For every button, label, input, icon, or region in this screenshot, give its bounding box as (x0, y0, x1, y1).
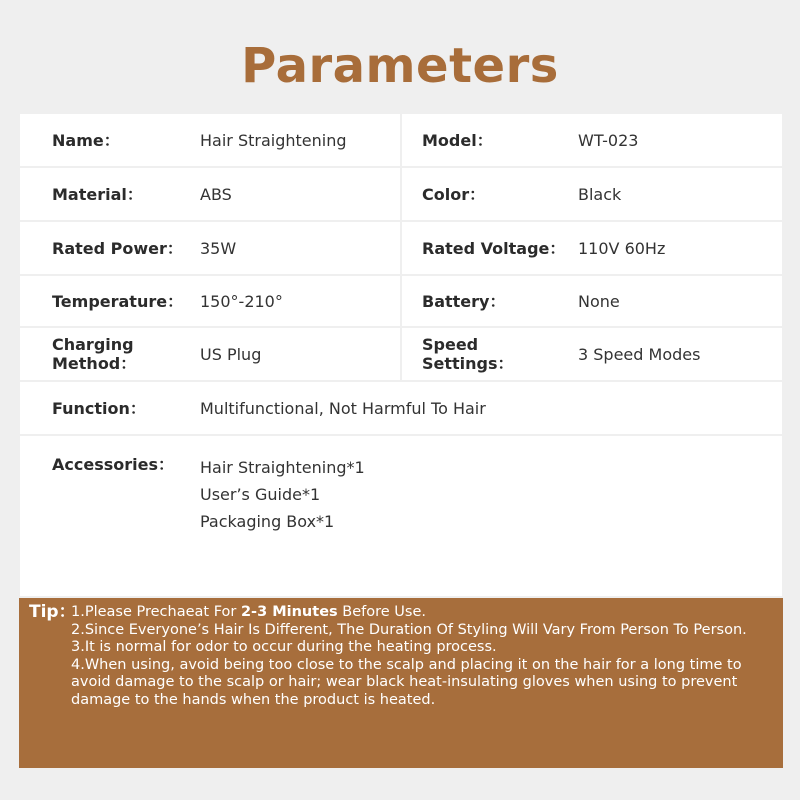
name-value: Hair Straightening (200, 130, 347, 150)
function-label: Function： (52, 398, 146, 418)
charging-method-label (52, 335, 136, 373)
table-cell (402, 114, 782, 166)
table-row (20, 276, 782, 326)
label-line: Speed (422, 335, 479, 354)
tip-label: Tip： (29, 602, 76, 622)
model-label: Model： (422, 130, 493, 150)
rated-power-label: Rated Power： (52, 238, 183, 258)
tip-line-1 (71, 604, 761, 622)
charging-method-value: US Plug (200, 344, 262, 364)
table-row (20, 436, 782, 596)
list-item: Packaging Box*1 (200, 512, 335, 531)
model-value: WT-023 (578, 130, 639, 150)
table-cell (20, 222, 400, 274)
speed-settings-label (422, 335, 514, 373)
temperature-value: 150°-210° (200, 291, 283, 311)
table-cell (402, 222, 782, 274)
temperature-label: Temperature： (52, 291, 184, 311)
accessories-list (200, 454, 365, 535)
label-line: Settings： (422, 354, 514, 373)
tip-text: Before Use. (337, 604, 426, 620)
table-row (20, 114, 782, 166)
tip-box (19, 598, 783, 768)
rated-voltage-label: Rated Voltage： (422, 238, 566, 258)
color-label: Color： (422, 184, 486, 204)
table-cell (20, 168, 400, 220)
name-label: Name： (52, 130, 120, 150)
table-row (20, 382, 782, 434)
battery-label: Battery： (422, 291, 506, 311)
table-cell (20, 114, 400, 166)
tip-text: 1.Please Prechaeat For (71, 604, 241, 620)
tip-line-4: 4.When using, avoid being too close to the scalp and placing it on the hair for a long time to avoid damage to the scalp or hair; wear black heat-insulating gloves when using to prevent damage to the hands when the product is heated. (71, 656, 742, 708)
tip-list (71, 604, 761, 710)
table-row (20, 328, 782, 380)
list-item: Hair Straightening*1 (200, 458, 365, 477)
material-label: Material： (52, 184, 143, 204)
color-value: Black (578, 184, 622, 204)
speed-settings-value: 3 Speed Modes (578, 344, 701, 364)
table-row (20, 222, 782, 274)
page-title: Parameters (241, 38, 559, 94)
table-cell (402, 168, 782, 220)
list-item: User’s Guide*1 (200, 485, 321, 504)
table-cell (402, 276, 782, 326)
battery-value: None (578, 291, 620, 311)
label-line: Charging (52, 335, 134, 354)
table-row (20, 168, 782, 220)
function-value: Multifunctional, Not Harmful To Hair (200, 398, 486, 418)
table-cell (20, 328, 400, 380)
table-cell (20, 276, 400, 326)
accessories-label: Accessories： (52, 455, 174, 474)
table-cell (402, 328, 782, 380)
tip-line-2: 2.Since Everyone’s Hair Is Different, The Duration Of Styling Will Vary From Person To Person. (71, 621, 747, 638)
table-cell (20, 382, 782, 434)
table-cell (20, 436, 782, 596)
rated-power-value: 35W (200, 238, 237, 258)
material-value: ABS (200, 184, 232, 204)
tip-line-3: 3.It is normal for odor to occur during the heating process. (71, 639, 497, 656)
tip-bold-text: 2-3 Minutes (240, 604, 338, 620)
rated-voltage-value: 110V 60Hz (578, 238, 666, 258)
label-line: Method： (52, 354, 137, 373)
